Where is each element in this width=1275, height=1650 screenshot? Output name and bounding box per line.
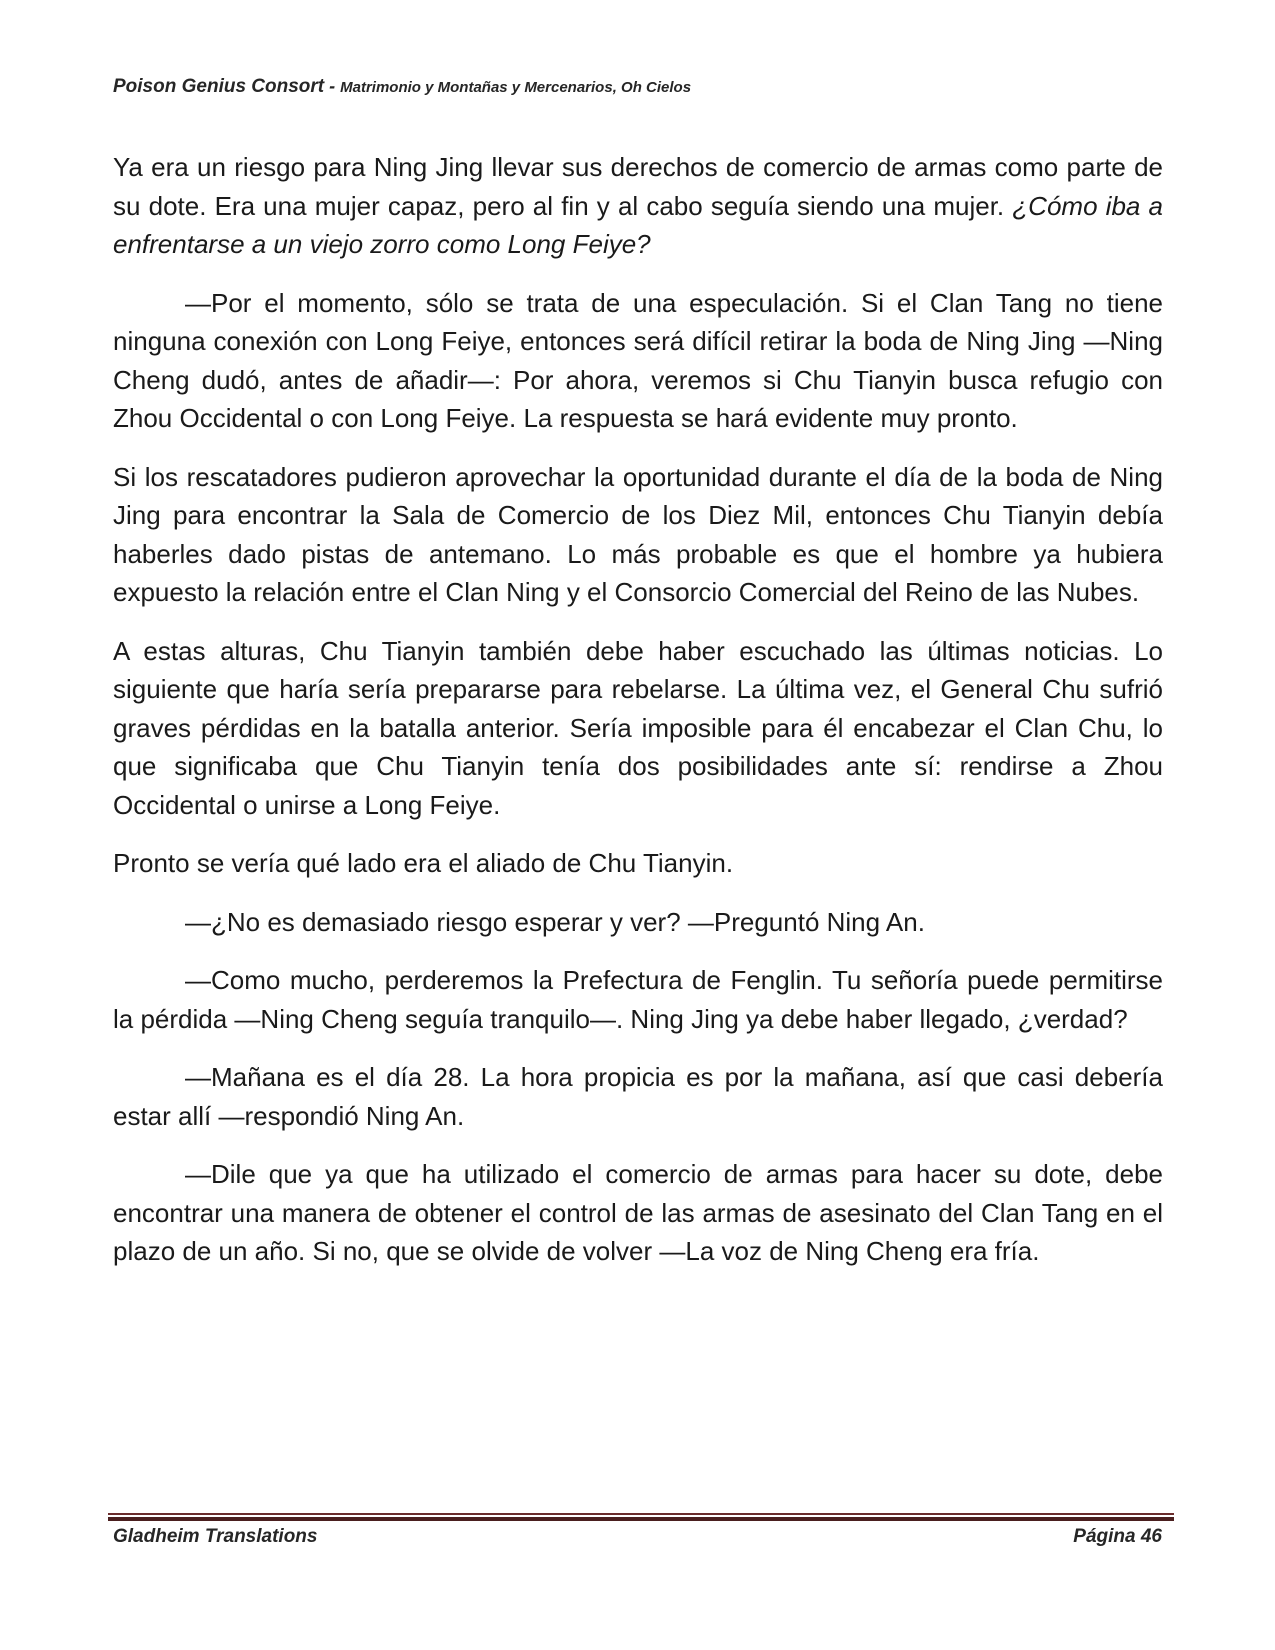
footer-publisher: Gladheim Translations (113, 1526, 318, 1547)
paragraph: Si los rescatadores pudieron aprovechar la oportunidad durante el día de la boda de Ning Jing para encontrar la Sala de Comercio de los Diez Mil, entonces Chu Tianyin debía haberles dado pistas de antemano. Lo más probable es que el hombre ya hubiera expuesto la relación entre el Clan Ning y el Consorcio Comercial del Reino de las Nubes. (113, 461, 1163, 607)
paragraph: —Mañana es el día 28. La hora propicia es por la mañana, así que casi debería estar allí —respondió Ning An. (113, 1062, 1163, 1131)
header-series-title: Poison Genius Consort (113, 76, 325, 97)
paragraph (113, 148, 1163, 264)
paragraph-italic-thought: ¿Cómo iba a enfrentarse a un viejo zorro como Long Feiye? (113, 190, 1163, 259)
paragraph: —¿No es demasiado riesgo esperar y ver? —Preguntó Ning An. (185, 906, 925, 937)
footer-divider-thin (108, 1513, 1174, 1515)
paragraph-text: Ya era un riesgo para Ning Jing llevar sus derechos de comercio de armas como parte de su dote. Era una mujer capaz, pero al fin y al cabo seguía siendo una mujer. (113, 152, 1163, 221)
footer-page-number: Página 46 (1073, 1526, 1162, 1547)
page-header (113, 76, 1173, 98)
paragraph: —Por el momento, sólo se trata de una especulación. Si el Clan Tang no tiene ninguna conexión con Long Feiye, entonces será difícil retirar la boda de Ning Jing —Ning Cheng dudó, antes de añadir—: Por ahora, veremos si Chu Tianyin busca refugio con Zhou Occidental o con Long Feiye. La respuesta se hará evidente muy pronto. (113, 287, 1163, 433)
header-subtitle: Matrimonio y Montañas y Mercenarios, Oh Cielos (340, 79, 692, 96)
page-body (113, 148, 1163, 1291)
paragraph: A estas alturas, Chu Tianyin también debe haber escuchado las últimas noticias. Lo siguiente que haría sería prepararse para rebelarse. La última vez, el General Chu sufrió graves pérdidas en la batalla anterior. Sería imposible para él encabezar el Clan Chu, lo que significaba que Chu Tianyin tenía dos posibilidades ante sí: rendirse a Zhou Occidental o unirse a Long Feiye. (113, 635, 1163, 820)
paragraph: Pronto se vería qué lado era el aliado de Chu Tianyin. (113, 848, 734, 878)
footer-divider (108, 1513, 1174, 1521)
paragraph: —Como mucho, perderemos la Prefectura de Fenglin. Tu señoría puede permitirse la pérdida —Ning Cheng seguía tranquilo—. Ning Jing ya debe haber llegado, ¿verdad? (113, 965, 1163, 1034)
footer-divider-thick (108, 1517, 1174, 1521)
paragraph: —Dile que ya que ha utilizado el comercio de armas para hacer su dote, debe encontrar una manera de obtener el control de las armas de asesinato del Clan Tang en el plazo de un año. Si no, que se olvide de volver —La voz de Ning Cheng era fría. (113, 1159, 1163, 1266)
header-separator: - (324, 76, 341, 96)
